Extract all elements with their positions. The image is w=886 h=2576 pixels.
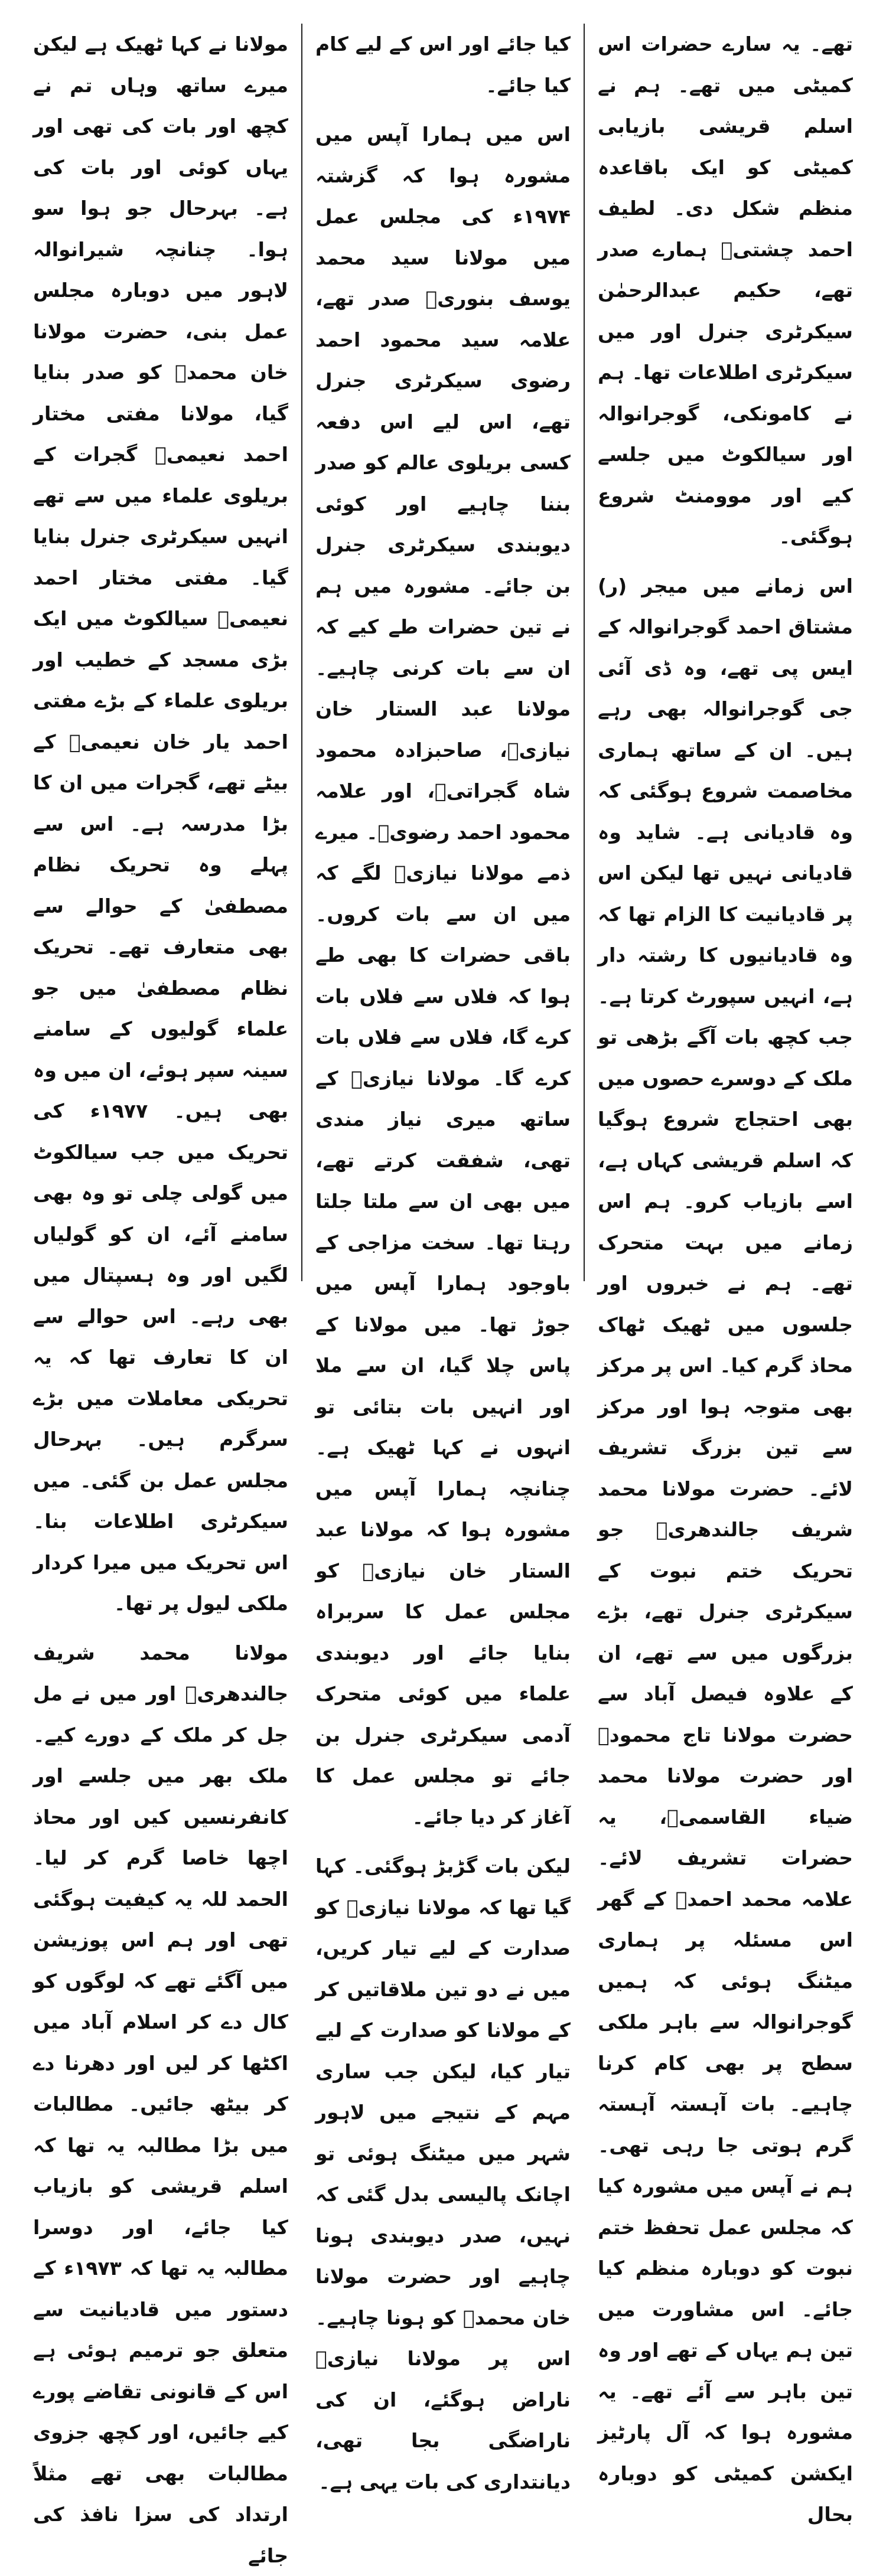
column-left (20, 24, 301, 1281)
paragraph: کیا جائے اور اس کے لیے کام کیا جائے۔ (315, 24, 571, 106)
paragraph: تھے۔ یہ سارے حضرات اس کمیٹی میں تھے۔ ہم نے اسلم قریشی بازیابی کمیٹی کو ایک باقاعدہ منظم شکل دی۔ لطیف احمد چشتیؒ ہمارے صدر تھے، حکیم عبدالرحمٰن سیکرٹری جنرل اور میں سیکرٹری اطلاعات تھا۔ ہم نے کامونکی، گوجرانوالہ اور سیالکوٹ میں جلسے کیے اور موومنٹ شروع ہوگئی۔ (598, 24, 853, 557)
paragraph: لیکن بات گڑبڑ ہوگئی۔ کہا گیا تھا کہ مولانا نیازیؒ کو صدارت کے لیے تیار کریں، میں نے دو تین ملاقاتیں کر کے مولانا کو صدارت کے لیے تیار کیا، لیکن جب ساری مہم کے نتیجے میں لاہور شہر میں میٹنگ ہوئی تو اچانک پالیسی بدل گئی کہ نہیں، صدر دیوبندی ہونا چاہیے اور حضرت مولانا خان محمدؒ کو ہونا چاہیے۔ اس پر مولانا نیازیؒ ناراض ہوگئے، ان کی ناراضگی بجا تھی، دیانتداری کی بات یہی ہے۔ (315, 1846, 571, 2502)
paragraph: اس زمانے میں میجر (ر) مشتاق احمد گوجرانوالہ کے ایس پی تھے، وہ ڈی آئی جی گوجرانوالہ بھی رہے ہیں۔ ان کے ساتھ ہماری مخاصمت شروع ہوگئی کہ وہ قادیانی ہے۔ شاید وہ قادیانی نہیں تھا لیکن اس پر قادیانیت کا الزام تھا کہ وہ قادیانیوں کا رشتہ دار ہے، انہیں سپورٹ کرتا ہے۔ جب کچھ بات آگے بڑھی تو ملک کے دوسرے حصوں میں بھی احتجاج شروع ہوگیا کہ اسلم قریشی کہاں ہے، اسے بازیاب کرو۔ ہم اس زمانے میں بہت متحرک تھے۔ ہم نے خبروں اور جلسوں میں ٹھیک ٹھاک محاذ گرم کیا۔ اس پر مرکز بھی متوجہ ہوا اور مرکز سے تین بزرگ تشریف لائے۔ حضرت مولانا محمد شریف جالندھریؒ جو تحریک ختم نبوت کے سیکرٹری جنرل تھے، بڑے بزرگوں میں سے تھے، ان کے علاوہ فیصل آباد سے حضرت مولانا تاج محمودؒ اور حضرت مولانا محمد ضیاء القاسمیؒ، یہ حضرات تشریف لائے۔ علامہ محمد احمدؒ کے گھر اس مسئلہ پر ہماری میٹنگ ہوئی کہ ہمیں گوجرانوالہ سے باہر ملکی سطح پر بھی کام کرنا چاہیے۔ بات آہستہ آہستہ گرم ہوتی جا رہی تھی۔ ہم نے آپس میں مشورہ کیا کہ مجلس عمل تحفظ ختم نبوت کو دوبارہ منظم کیا جائے۔ اس مشاورت میں تین ہم یہاں کے تھے اور وہ تین باہر سے آئے تھے۔ یہ مشورہ ہوا کہ آل پارٹیز ایکشن کمیٹی کو دوبارہ بحال (598, 566, 853, 2535)
paragraph: اس میں ہمارا آپس میں مشورہ ہوا کہ گزشتہ ۱۹۷۴ء کی مجلس عمل میں مولانا سید محمد یوسف بنوریؒ صدر تھے، علامہ سید محمود احمد رضوی سیکرٹری جنرل تھے، اس لیے اس دفعہ کسی بریلوی عالم کو صدر بننا چاہیے اور کوئی دیوبندی سیکرٹری جنرل بن جائے۔ مشورہ میں ہم نے تین حضرات طے کیے کہ ان سے بات کرنی چاہیے۔ مولانا عبد الستار خان نیازیؒ، صاحبزادہ محمود شاہ گجراتیؒ، اور علامہ محمود احمد رضویؒ۔ میرے ذمے مولانا نیازیؒ لگے کہ میں ان سے بات کروں۔ باقی حضرات کا بھی طے ہوا کہ فلاں سے فلاں بات کرے گا، فلاں سے فلاں بات کرے گا۔ مولانا نیازیؒ کے ساتھ میری نیاز مندی تھی، شفقت کرتے تھے، میں بھی ان سے ملتا جلتا رہتا تھا۔ سخت مزاجی کے باوجود ہمارا آپس میں جوڑ تھا۔ میں مولانا کے پاس چلا گیا، ان سے ملا اور انہیں بات بتائی تو انہوں نے کہا ٹھیک ہے۔ چنانچہ ہمارا آپس میں مشورہ ہوا کہ مولانا عبد الستار خان نیازیؒ کو مجلس عمل کا سربراہ بنایا جائے اور دیوبندی علماء میں کوئی متحرک آدمی سیکرٹری جنرل بن جائے تو مجلس عمل کا آغاز کر دیا جائے۔ (315, 114, 571, 1837)
column-right (585, 24, 866, 1281)
paragraph: مولانا محمد شریف جالندھریؒ اور میں نے مل جل کر ملک کے دورے کیے۔ ملک بھر میں جلسے اور کانفرنسیں کیں اور محاذ اچھا خاصا گرم کر لیا۔ الحمد للہ یہ کیفیت ہوگئی تھی اور ہم اس پوزیشن میں آگئے تھے کہ لوگوں کو کال دے کر اسلام آباد میں اکٹھا کر لیں اور دھرنا دے کر بیٹھ جائیں۔ مطالبات میں بڑا مطالبہ یہ تھا کہ اسلم قریشی کو بازیاب کیا جائے، اور دوسرا مطالبہ یہ تھا کہ ۱۹۷۳ء کے دستور میں قادیانیت سے متعلق جو ترمیم ہوئی ہے اس کے قانونی تقاضے پورے کیے جائیں، اور کچھ جزوی مطالبات بھی تھے مثلاً ارتداد کی سزا نافذ کی جائے (33, 1633, 288, 2576)
paragraph: مولانا نے کہا ٹھیک ہے لیکن میرے ساتھ وہاں تم نے کچھ اور بات کی تھی اور یہاں کوئی اور بات کی ہے۔ بہرحال جو ہوا سو ہوا۔ چنانچہ شیرانوالہ لاہور میں دوبارہ مجلس عمل بنی، حضرت مولانا خان محمدؒ کو صدر بنایا گیا، مولانا مفتی مختار احمد نعیمیؒ گجرات کے بریلوی علماء میں سے تھے انہیں سیکرٹری جنرل بنایا گیا۔ مفتی مختار احمد نعیمیؒ سیالکوٹ میں ایک بڑی مسجد کے خطیب اور بریلوی علماء کے بڑے مفتی احمد یار خان نعیمیؒ کے بیٹے تھے، گجرات میں ان کا بڑا مدرسہ ہے۔ اس سے پہلے وہ تحریک نظام مصطفیٰ کے حوالے سے بھی متعارف تھے۔ تحریک نظام مصطفیٰ میں جو علماء گولیوں کے سامنے سینہ سپر ہوئے، ان میں وہ بھی ہیں۔ ۱۹۷۷ء کی تحریک میں جب سیالکوٹ میں گولی چلی تو وہ بھی سامنے آئے، ان کو گولیاں لگیں اور وہ ہسپتال میں بھی رہے۔ اس حوالے سے ان کا تعارف تھا کہ یہ تحریکی معاملات میں بڑے سرگرم ہیں۔ بہرحال مجلس عمل بن گئی۔ میں سیکرٹری اطلاعات بنا۔ اس تحریک میں میرا کردار ملکی لیول پر تھا۔ (33, 24, 288, 1624)
column-middle (302, 24, 584, 1281)
